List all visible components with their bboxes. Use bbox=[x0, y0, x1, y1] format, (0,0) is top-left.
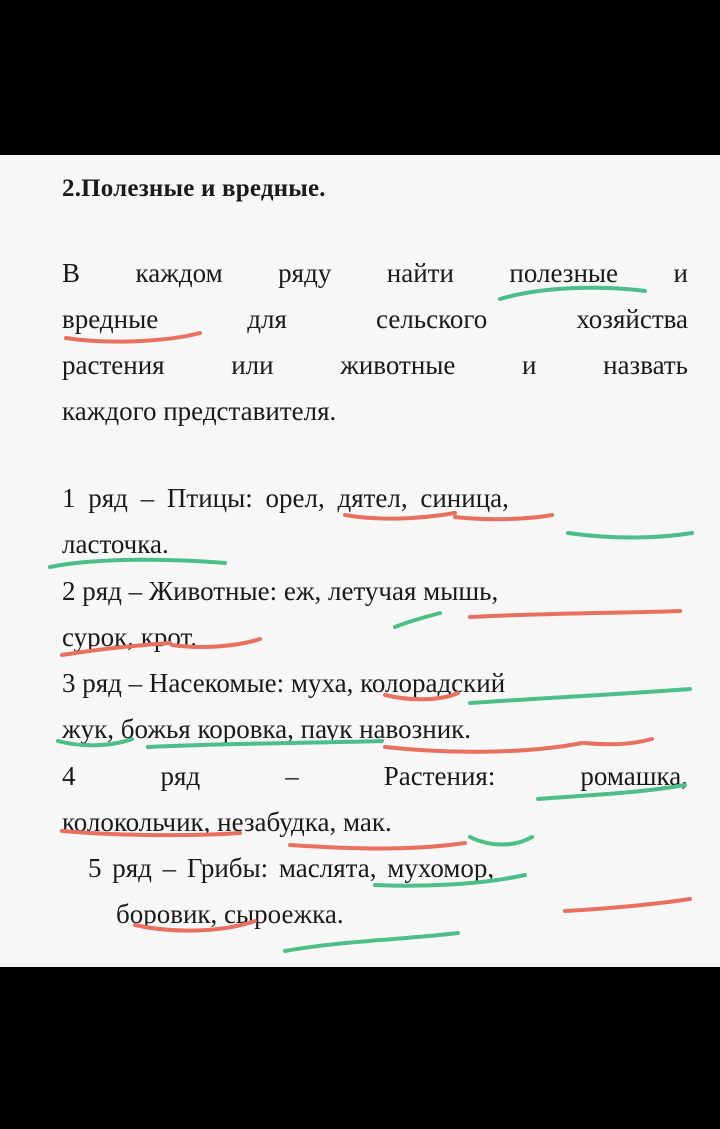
word: животные bbox=[340, 350, 456, 380]
word: или bbox=[231, 350, 274, 380]
word: для bbox=[247, 304, 287, 334]
word: хозяйства bbox=[576, 304, 688, 334]
page-title: 2.Полезные и вредные. bbox=[62, 175, 326, 202]
instruction-line-2 bbox=[62, 296, 688, 342]
instruction-line-4: каждого представителя. bbox=[62, 396, 337, 426]
word: ряд bbox=[160, 761, 201, 791]
underline-useful bbox=[470, 837, 532, 845]
word: – bbox=[285, 761, 299, 791]
worksheet-page bbox=[0, 155, 720, 967]
row-5-line-2: боровик, сыроежка. bbox=[116, 899, 344, 929]
instruction-line-3 bbox=[62, 342, 688, 388]
row-2-line-1: 2 ряд – Животные: еж, летучая мышь, bbox=[62, 576, 499, 606]
instruction-line-1 bbox=[62, 250, 688, 296]
word: полезные bbox=[509, 258, 619, 288]
word: и bbox=[673, 258, 688, 288]
row-5-line-1: 5 ряд – Грибы: маслята, мухомор, bbox=[88, 853, 495, 883]
word: 4 bbox=[62, 761, 76, 791]
word: сельского bbox=[376, 304, 488, 334]
underline-harmful bbox=[585, 739, 652, 744]
row-4-line-2: колокольчик, незабудка, мак. bbox=[62, 807, 392, 837]
word: ромашка, bbox=[580, 761, 688, 791]
word: В bbox=[62, 258, 81, 288]
row-1-line-2: ласточка. bbox=[62, 529, 169, 559]
row-2-line-2: сурок, крот. bbox=[62, 622, 198, 652]
row-1-line-1: 1 ряд – Птицы: орел, дятел, синица, bbox=[62, 483, 509, 513]
word: назвать bbox=[603, 350, 688, 380]
row-3-line-2: жук, божья коровка, паук навозник. bbox=[62, 714, 472, 744]
word: Растения: bbox=[383, 761, 496, 791]
underline-harmful bbox=[565, 899, 690, 911]
word: найти bbox=[386, 258, 454, 288]
word: каждом bbox=[135, 258, 223, 288]
word: растения bbox=[62, 350, 165, 380]
row-3-line-1: 3 ряд – Насекомые: муха, колорадский bbox=[62, 668, 506, 698]
underline-harmful bbox=[470, 611, 680, 617]
underline-useful bbox=[395, 613, 440, 627]
word: вредные bbox=[62, 304, 159, 334]
word: ряду bbox=[278, 258, 332, 288]
word: и bbox=[522, 350, 537, 380]
row-4-line-1 bbox=[62, 753, 688, 799]
underline-useful bbox=[568, 533, 692, 538]
